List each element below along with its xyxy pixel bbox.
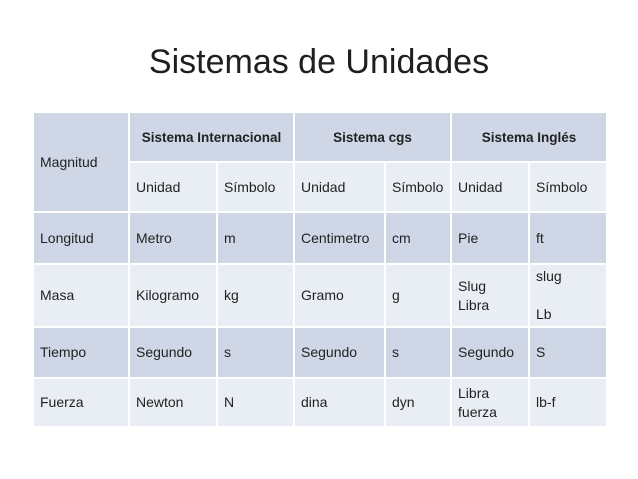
ingles-unit-cell: Libra fuerza (451, 378, 529, 427)
si-unit-cell: Newton (129, 378, 217, 427)
si-symbol-header: Símbolo (217, 162, 294, 212)
table-row (33, 264, 607, 327)
ingles-symbol-cell: ft (529, 212, 607, 264)
cgs-symbol-cell: cm (385, 212, 451, 264)
ingles-unit-cell: Segundo (451, 327, 529, 378)
si-symbol-cell: s (217, 327, 294, 378)
ingles-symbol-header: Símbolo (529, 162, 607, 212)
table-row (33, 327, 607, 378)
table-row (33, 212, 607, 264)
units-table (32, 111, 608, 428)
magnitude-cell: Masa (33, 264, 129, 327)
cgs-symbol-header: Símbolo (385, 162, 451, 212)
magnitude-cell: Longitud (33, 212, 129, 264)
magnitude-header: Magnitud (33, 112, 129, 212)
ingles-unit-cell: Slug Libra (451, 264, 529, 327)
magnitude-cell: Tiempo (33, 327, 129, 378)
cgs-symbol-cell: dyn (385, 378, 451, 427)
cgs-unit-cell: Centimetro (294, 212, 385, 264)
system-header-cgs: Sistema cgs (294, 112, 451, 162)
si-unit-header: Unidad (129, 162, 217, 212)
system-header-si: Sistema Internacional (129, 112, 294, 162)
ingles-symbol-cell: slug Lb (529, 264, 607, 327)
si-unit-cell: Segundo (129, 327, 217, 378)
si-symbol-cell: m (217, 212, 294, 264)
cgs-unit-cell: Gramo (294, 264, 385, 327)
si-unit-cell: Metro (129, 212, 217, 264)
ingles-symbol-cell: lb-f (529, 378, 607, 427)
cgs-unit-cell: Segundo (294, 327, 385, 378)
header-row-systems (33, 112, 607, 162)
ingles-symbol-cell: S (529, 327, 607, 378)
si-unit-cell: Kilogramo (129, 264, 217, 327)
ingles-unit-header: Unidad (451, 162, 529, 212)
slide-title: Sistemas de Unidades (148, 43, 490, 81)
magnitude-cell: Fuerza (33, 378, 129, 427)
system-header-ingles: Sistema Inglés (451, 112, 607, 162)
cgs-symbol-cell: g (385, 264, 451, 327)
cgs-unit-cell: dina (294, 378, 385, 427)
si-symbol-cell: N (217, 378, 294, 427)
ingles-unit-cell: Pie (451, 212, 529, 264)
cgs-unit-header: Unidad (294, 162, 385, 212)
cgs-symbol-cell: s (385, 327, 451, 378)
si-symbol-cell: kg (217, 264, 294, 327)
table-row (33, 378, 607, 427)
